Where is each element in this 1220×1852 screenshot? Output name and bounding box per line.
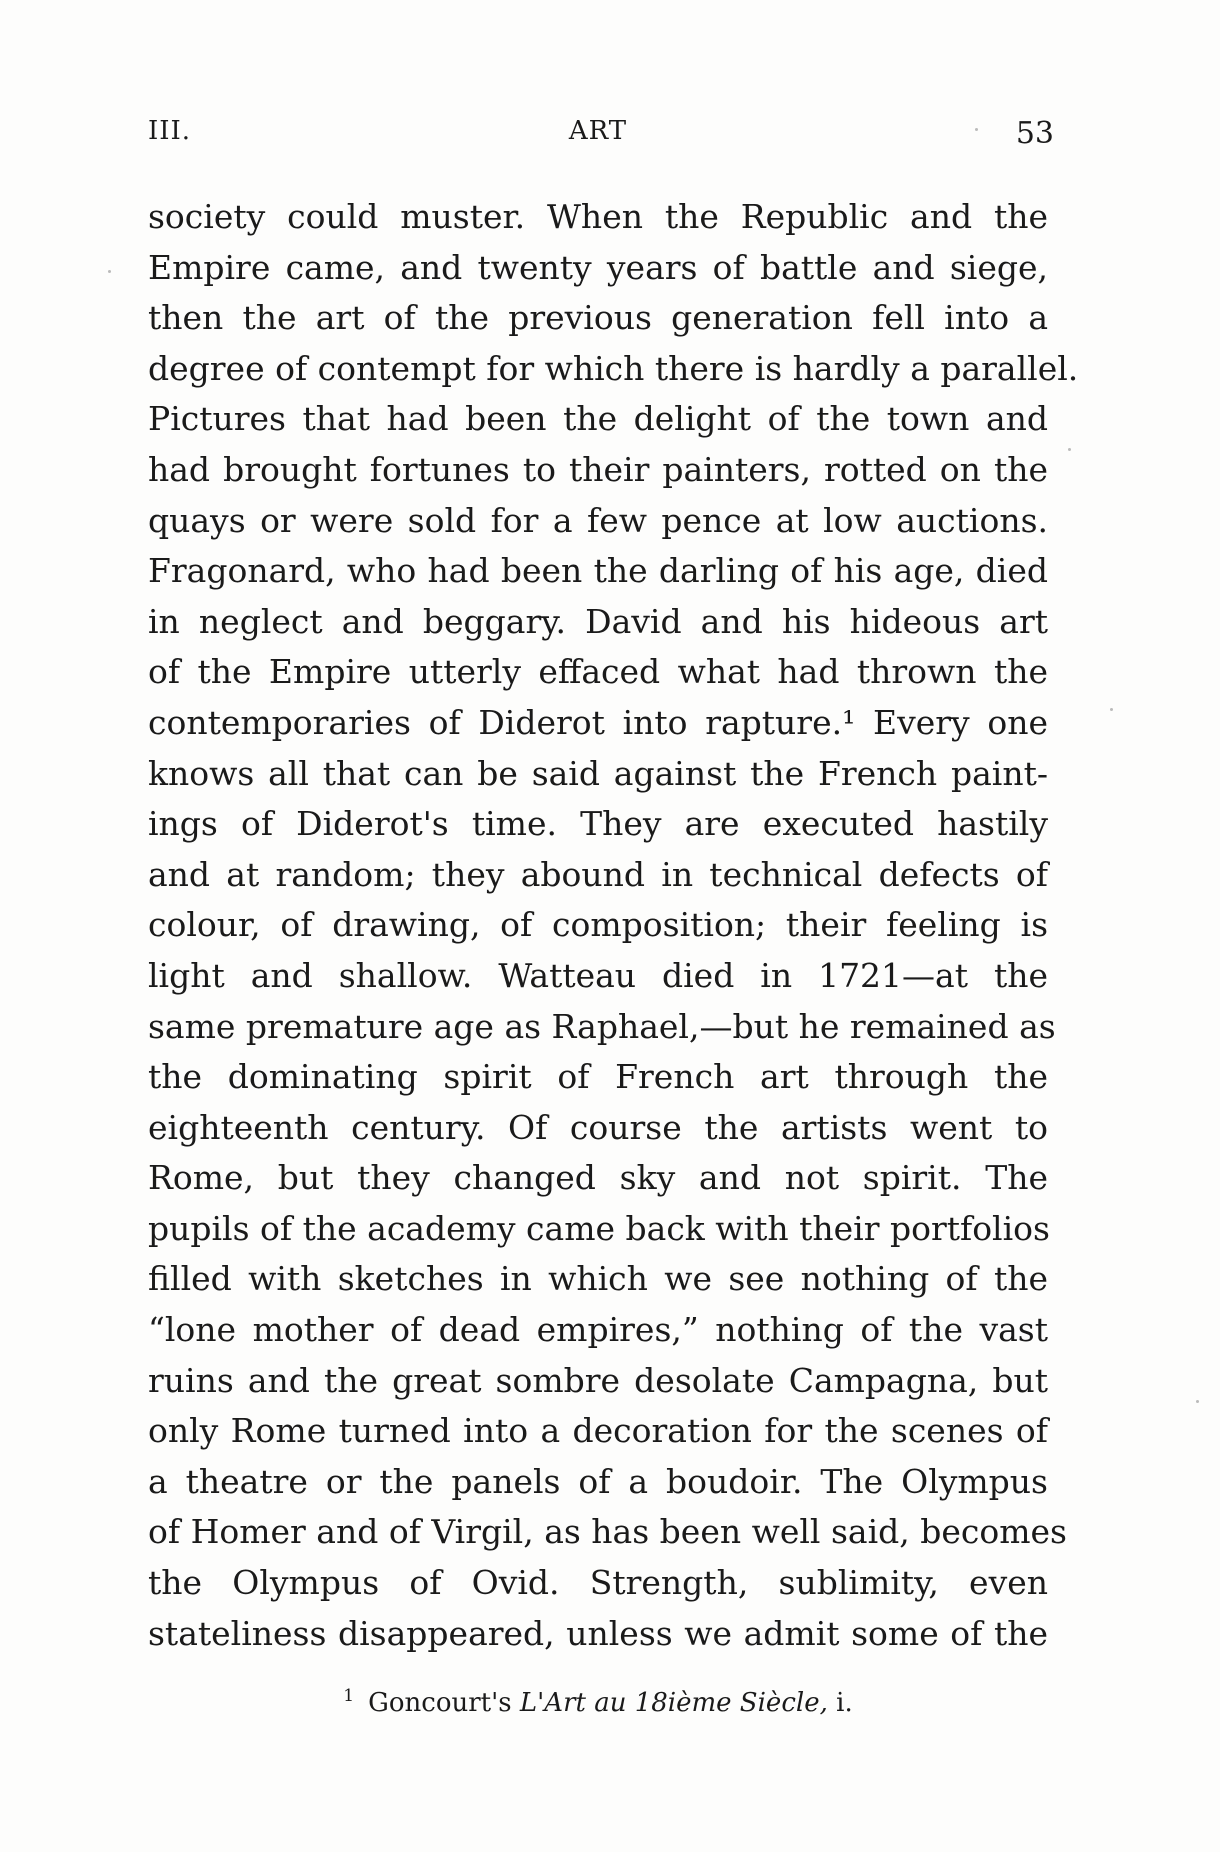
running-title: ART bbox=[568, 116, 628, 146]
text-line: the dominating spirit of French art through the bbox=[148, 1057, 1048, 1097]
text-line: and at random; they abound in technical defects of bbox=[148, 854, 1048, 894]
text-line: society could muster. When the Republic and the bbox=[148, 197, 1048, 236]
text-line: eighteenth century. Of course the artists went to bbox=[148, 1107, 1048, 1147]
text-line: had brought fortunes to their painters, rotted on the bbox=[148, 449, 1048, 489]
text-line: Pictures that had been the delight of the town and bbox=[148, 399, 1048, 439]
paper-speck bbox=[975, 128, 978, 131]
text-line: Fragonard, who had been the darling of his age, died bbox=[148, 551, 1048, 591]
text-line: same premature age as Raphael,—but he remained as bbox=[148, 1006, 1056, 1046]
text-line: ruins and the great sombre desolate Campagna, but bbox=[148, 1360, 1048, 1400]
paper-speck bbox=[1110, 708, 1113, 711]
text-line: knows all that can be said against the French paint- bbox=[148, 753, 1048, 793]
footnote bbox=[148, 1688, 1048, 1718]
footnote-volume: i. bbox=[836, 1688, 853, 1718]
paper-speck bbox=[108, 270, 111, 273]
text-line: then the art of the previous generation fell into a bbox=[148, 298, 1048, 338]
text-line: stateliness disappeared, unless we admit some of the bbox=[148, 1613, 1048, 1653]
footnote-title: L'Art au 18ième Siècle, bbox=[519, 1688, 828, 1718]
text-line: in neglect and beggary. David and his hideous art bbox=[148, 601, 1048, 641]
paper-speck bbox=[1068, 448, 1071, 451]
text-line: of the Empire utterly effaced what had thrown the bbox=[148, 652, 1048, 692]
text-line: colour, of drawing, of composition; their feeling is bbox=[148, 905, 1048, 945]
text-line: quays or were sold for a few pence at low auctions. bbox=[148, 500, 1048, 540]
text-line: filled with sketches in which we see nothing of the bbox=[148, 1259, 1048, 1299]
text-line: of Homer and of Virgil, as has been well said, becomes bbox=[148, 1512, 1067, 1552]
text-line: contemporaries of Diderot into rapture.¹ Every one bbox=[148, 702, 1048, 742]
text-line: Empire came, and twenty years of battle and siege, bbox=[148, 247, 1048, 287]
text-line: the Olympus of Ovid. Strength, sublimity, even bbox=[148, 1563, 1048, 1603]
text-line: a theatre or the panels of a boudoir. The Olympus bbox=[148, 1461, 1048, 1501]
footnote-author: Goncourt's bbox=[368, 1688, 512, 1718]
text-line: ings of Diderot's time. They are executed hastily bbox=[148, 804, 1048, 844]
body-text bbox=[148, 192, 1079, 1659]
text-line: “lone mother of dead empires,” nothing of the vast bbox=[148, 1310, 1048, 1350]
running-header bbox=[148, 116, 1054, 156]
footnote-marker: 1 bbox=[343, 1686, 355, 1706]
paper-speck bbox=[1196, 1400, 1199, 1403]
text-line: Rome, but they changed sky and not spirit. The bbox=[148, 1158, 1048, 1198]
chapter-number: III. bbox=[148, 116, 192, 146]
text-line: pupils of the academy came back with their portfolios bbox=[148, 1208, 1050, 1248]
text-line: degree of contempt for which there is hardly a parallel. bbox=[148, 348, 1079, 388]
text-line: light and shallow. Watteau died in 1721—at the bbox=[148, 955, 1048, 995]
text-line: only Rome turned into a decoration for the scenes of bbox=[148, 1411, 1048, 1451]
page-number: 53 bbox=[1015, 116, 1054, 151]
